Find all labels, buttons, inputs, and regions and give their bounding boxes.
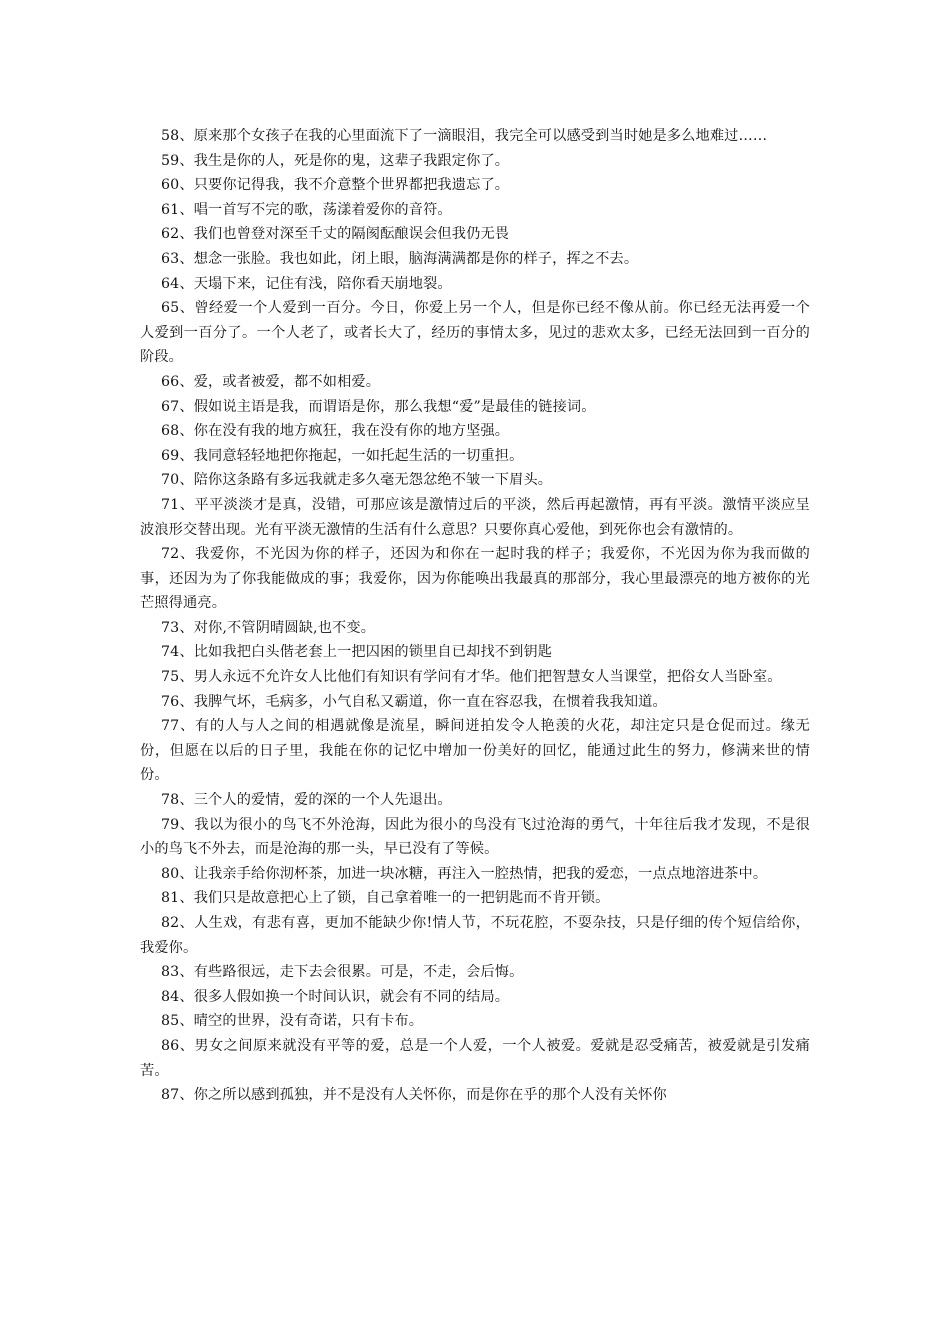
paragraph-76: 76、我脾气坏，毛病多，小气自私又霸道，你一直在容忍我，在惯着我我知道。 [161,693,667,710]
paragraph-84: 84、很多人假如换一个时间认识，就会有不同的结局。 [161,988,510,1005]
paragraph-64: 64、天塌下来，记住有浅，陪你看天崩地裂。 [161,275,452,292]
paragraph-65: 65、曾经爱一个人爱到一百分。今日，你爱上另一个人，但是你已经不像从前。你已经无法再爱一个人爱到一百分了。一个人老了，或者长大了，经历的事情太多，见过的悲欢太多，已经无法回到一百分的阶段。 [140,300,810,366]
paragraph-69: 69、我同意轻轻地把你拖起，一如托起生活的一切重担。 [161,447,524,464]
paragraph-61: 61、唱一首写不完的歌，荡漾着爱你的音符。 [161,201,452,218]
paragraph-60: 60、只要你记得我，我不介意整个世界都把我遗忘了。 [161,177,510,194]
paragraph-77: 77、有的人与人之间的相遇就像是流星，瞬间迸拍发令人艳羡的火花，却注定只是仓促而过。缘无份，但愿在以后的日子里，我能在你的记忆中增加一份美好的回忆，能通过此生的努力，修满来世的情份。 [140,718,810,784]
paragraph-67: 67、假如说主语是我，而谓语是你，那么我想“爱”是最佳的链接词。 [161,398,596,415]
paragraph-75: 75、男人永远不允许女人比他们有知识有学问有才华。他们把智慧女人当课堂，把俗女人当卧室。 [161,669,782,686]
paragraph-79: 79、我以为很小的鸟飞不外沧海，因此为很小的鸟没有飞过沧海的勇气，十年往后我才发现，不是很小的鸟飞不外去，而是沧海的那一头，早已没有了等候。 [140,816,810,858]
paragraph-58: 58、原来那个女孩子在我的心里面流下了一滴眼泪，我完全可以感受到当时她是多么地难过…… [161,128,768,144]
paragraph-71: 71、平平淡淡才是真，没错，可那应该是激情过后的平淡，然后再起激情，再有平淡。激情平淡应呈波浪形交替出现。光有平淡无激情的生活有什么意思？只要你真心爱他，到死你也会有激情的。 [140,496,810,538]
paragraph-73: 73、对你,不管阴晴圆缺,也不变。 [161,619,376,636]
document-body [140,124,810,1108]
paragraph-68: 68、你在没有我的地方疯狂，我在没有你的地方坚强。 [161,423,510,440]
paragraph-59: 59、我生是你的人，死是你的鬼，这辈子我跟定你了。 [161,152,510,169]
paragraph-81: 81、我们只是故意把心上了锁，自己拿着唯一的一把钥匙而不肯开锁。 [161,890,610,907]
paragraph-63: 63、想念一张脸。我也如此，闭上眼，脑海满满都是你的样子，挥之不去。 [161,250,639,267]
paragraph-87: 87、你之所以感到孤独，并不是没有人关怀你，而是你在乎的那个人没有关怀你 [161,1087,667,1104]
paragraph-80: 80、让我亲手给你沏杯茶，加进一块冰糖，再注入一腔热情，把我的爱恋，一点点地溶进茶中。 [161,865,768,882]
paragraph-72: 72、我爱你，不光因为你的样子，还因为和你在一起时我的样子；我爱你，不光因为你为我而做的事，还因为为了你我能做成的事；我爱你，因为你能唤出我最真的那部分，我心里最漂亮的地方被你的光芒照得通亮。 [140,546,810,612]
paragraph-85: 85、晴空的世界，没有奇诺，只有卡布。 [161,1013,424,1030]
paragraph-66: 66、爱，或者被爱，都不如相爱。 [161,373,381,390]
paragraph-83: 83、有些路很远，走下去会很累。可是，不走，会后悔。 [161,964,524,981]
paragraph-78: 78、三个人的爱情，爱的深的一个人先退出。 [161,792,452,809]
paragraph-74: 74、比如我把白头偕老套上一把囚困的锁里自已却找不到钥匙 [161,644,553,661]
paragraph-82: 82、人生戏，有悲有喜，更加不能缺少你!情人节，不玩花腔，不耍杂技，只是仔细的传个短信给你，我爱你。 [140,915,810,956]
paragraph-70: 70、陪你这条路有多远我就走多久毫无怨忿绝不皱一下眉头。 [161,472,553,489]
paragraph-86: 86、男女之间原来就没有平等的爱，总是一个人爱，一个人被爱。爱就是忍受痛苦，被爱就是引发痛苦。 [140,1037,810,1079]
paragraph-62: 62、我们也曾登对深至千丈的隔阂酝酿误会但我仍无畏 [161,226,510,243]
